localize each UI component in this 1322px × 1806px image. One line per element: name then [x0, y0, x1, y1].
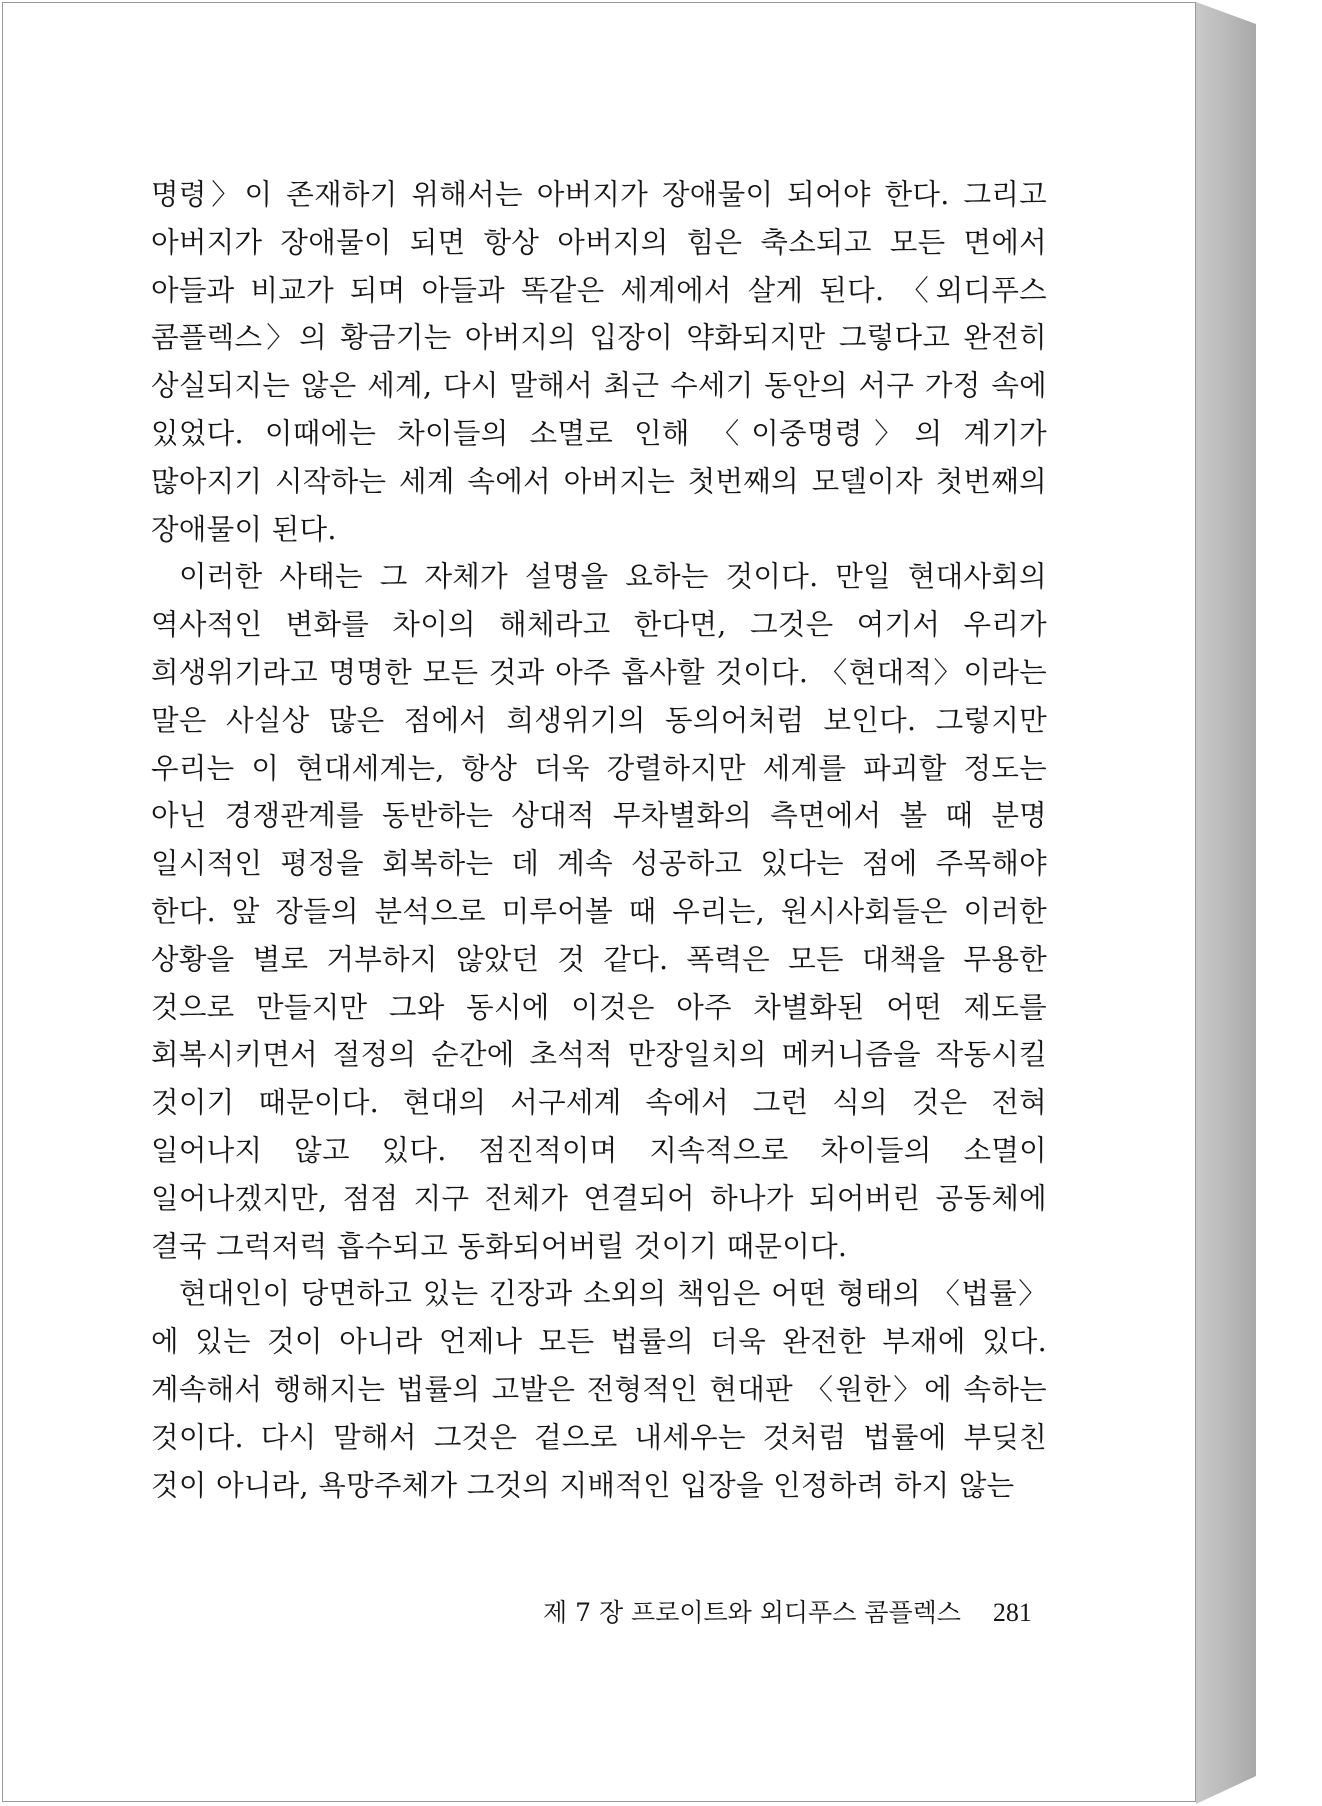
book-page-edge [1196, 2, 1256, 1804]
paragraph-1: 명령〉이 존재하기 위해서는 아버지가 장애물이 되어야 한다. 그리고 아버지가 장애물이 되면 항상 아버지의 힘은 축소되고 모든 면에서 아들과 비교가 되며 아들과 똑같은 세계에서 살게 된다. 〈외디푸스 콤플렉스〉의 황금기는 아버지의 입장이 약화되지만 그렇다고 완전히 상실되지는 않은 세계, 다시 말해서 최근 수세기 동안의 서구 가정 속에 있었다. 이때에는 차이들의 소멸로 인해 〈이중명령〉의 계기가 많아지기 시작하는 세계 속에서 아버지는 첫번째의 모델이자 첫번째의 장애물이 된다. [151, 178, 1047, 546]
paragraph-3: 현대인이 당면하고 있는 긴장과 소외의 책임은 어떤 형태의 〈법률〉에 있는 것이 아니라 언제나 모든 법률의 더욱 완전한 부재에 있다. 계속해서 행해지는 법률의 고발은 전형적인 현대판 〈원한〉에 속하는 것이다. 다시 말해서 그것은 겉으로 내세우는 것처럼 법률에 부딪친 것이 아니라, 욕망주체가 그것의 지배적인 입장을 인정하려 하지 않는 [151, 1277, 1047, 1502]
book-page [2, 2, 1196, 1802]
body-text [151, 171, 1047, 1509]
paragraph-2: 이러한 사태는 그 자체가 설명을 요하는 것이다. 만일 현대사회의 역사적인 변화를 차이의 해체라고 한다면, 그것은 여기서 우리가 희생위기라고 명명한 모든 것과 아주 흡사할 것이다. 〈현대적〉이라는 말은 사실상 많은 점에서 희생위기의 동의어처럼 보인다. 그렇지만 우리는 이 현대세계는, 항상 더욱 강렬하지만 세계를 파괴할 정도는 아닌 경쟁관계를 동반하는 상대적 무차별화의 측면에서 볼 때 분명 일시적인 평정을 회복하는 데 계속 성공하고 있다는 점에 주목해야 한다. 앞 장들의 분석으로 미루어볼 때 우리는, 원시사회들은 이러한 상황을 별로 거부하지 않았던 것 같다. 폭력은 모든 대책을 무용한 것으로 만들지만 그와 동시에 이것은 아주 차별화된 어떤 제도를 회복시키면서 절정의 순간에 초석적 만장일치의 메커니즘을 작동시킬 것이기 때문이다. 현대의 서구세계 속에서 그런 식의 것은 전혀 일어나지 않고 있다. 점진적이며 지속적으로 차이들의 소멸이 일어나겠지만, 점점 지구 전체가 연결되어 하나가 되어버린 공동체에 결국 그럭저럭 흡수되고 동화되어버릴 것이기 때문이다. [151, 560, 1047, 1263]
running-footer-chapter: 제 7 장 프로이트와 외디푸스 콤플렉스 [543, 1598, 961, 1627]
page-number: 281 [992, 1598, 1032, 1627]
page-footer [543, 1593, 1032, 1629]
